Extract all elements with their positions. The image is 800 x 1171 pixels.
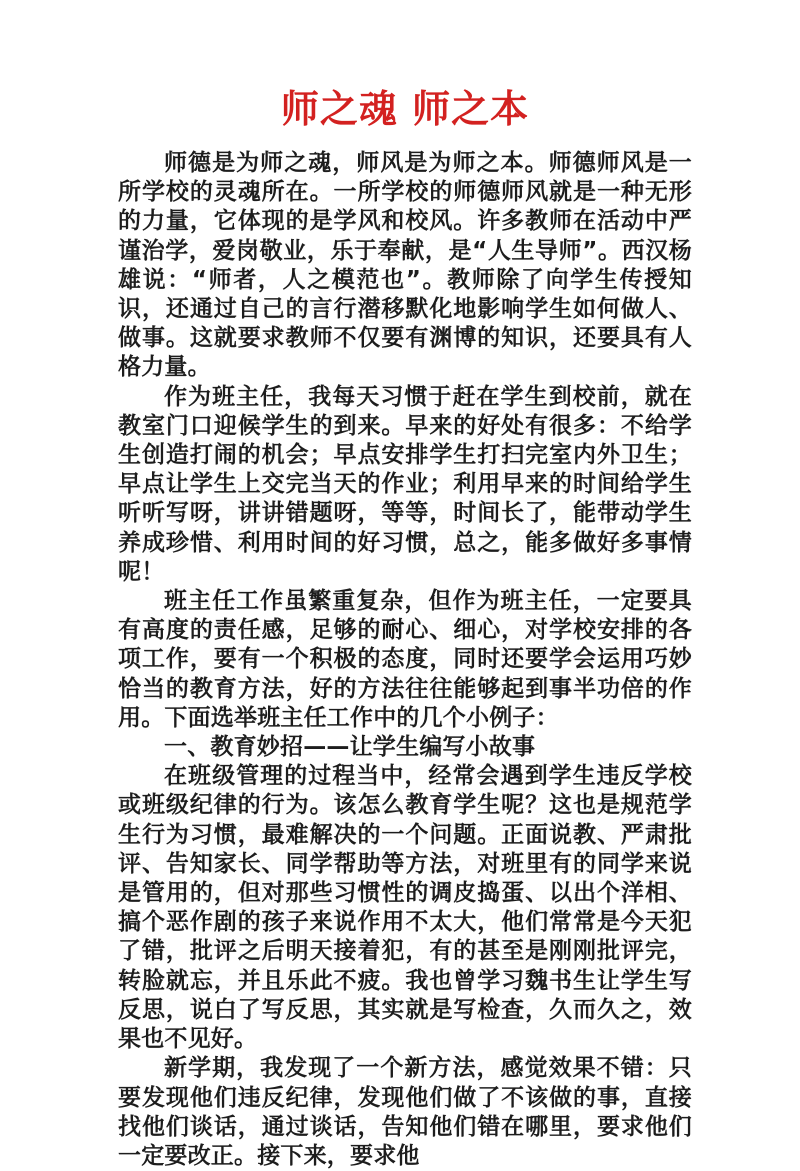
paragraph-banzhuren-morning: 作为班主任，我每天习惯于赶在学生到校前，就在教室门口迎候学生的到来。早来的好处有很多：不给学生创造打闹的机会；早点安排学生打扫完室内外卫生；早点让学生上交完当天的作业；利用早来的时间给学生听听写呀，讲讲错题呀，等等，时间长了，能带动学生养成珍惜、利用时间的好习惯，总之，能多做好多事情呢！: [118, 383, 692, 585]
paragraph-shide-intro: 师德是为师之魂，师风是为师之本。师德师风是一所学校的灵魂所在。一所学校的师德师风就是一种无形的力量，它体现的是学风和校风。许多教师在活动中严谨治学，爱岗敬业，乐于奉献，是“人生导师”。西汉杨雄说：“师者，人之模范也”。教师除了向学生传授知识，还通过自己的言行潜移默化地影响学生如何做人、做事。这就要求教师不仅要有渊博的知识，还要具有人格力量。: [118, 150, 692, 381]
section-heading-jiaoyu-miaozhao: 一、教育妙招——让学生编写小故事: [164, 734, 536, 761]
paragraph-new-method: 新学期，我发现了一个新方法，感觉效果不错：只要发现他们违反纪律，发现他们做了不该做的事，直接找他们谈话，通过谈话，告知他们错在哪里，要求他们一定要改正。接下来，要求他: [118, 1055, 692, 1169]
paragraph-banzhuren-attitude: 班主任工作虽繁重复杂，但作为班主任，一定要具有高度的责任感，足够的耐心、细心，对学校安排的各项工作，要有一个积极的态度，同时还要学会运用巧妙恰当的教育方法，好的方法往往能够起到事半功倍的作用。下面选举班主任工作中的几个小例子：: [118, 588, 692, 731]
document-title: 师之魂 师之本: [280, 87, 530, 131]
paragraph-class-management: 在班级管理的过程当中，经常会遇到学生违反学校或班级纪律的行为。该怎么教育学生呢？这也是规范学生行为习惯，最难解决的一个问题。正面说教、严肃批评、告知家长、同学帮助等方法，对班里有的同学来说是管用的，但对那些习惯性的调皮捣蛋、以出个洋相、搞个恶作剧的孩子来说作用不太大，他们常常是今天犯了错，批评之后明天接着犯，有的甚至是刚刚批评完，转脸就忘，并且乐此不疲。我也曾学习魏书生让学生写反思，说白了写反思，其实就是写检查，久而久之，效果也不见好。: [118, 763, 692, 1053]
